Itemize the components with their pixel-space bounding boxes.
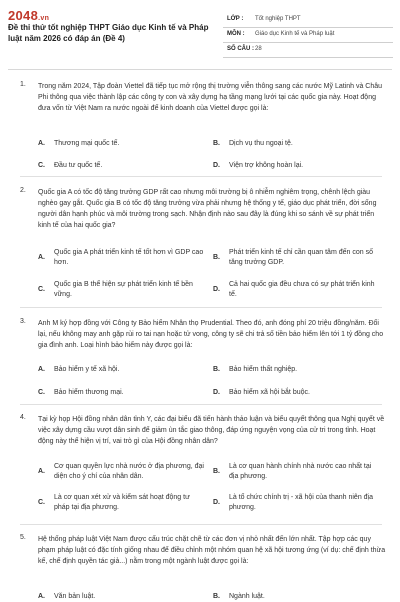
question-text: Quốc gia A có tốc độ tăng trưởng GDP rất cao nhưng môi trường bị ô nhiễm nghiêm trọng, chênh lệch giàu nghèo gay gắt. Quốc gia B có tốc độ tăng trưởng vừa phải nhưng hệ thống y tế, giáo dục phát triển, đời sống người dân hạnh phúc và môi trường trong sạch. Nhận định nào sau đây là đúng khi so sánh về sự phát triển kinh tế của hai quốc gia? (38, 189, 377, 229)
header-divider (8, 69, 392, 70)
document-page: 2048.vn Đề thi thử tốt nghiệp THPT Giáo dục Kinh tế và Pháp luật năm 2026 có đáp án (Đề 4) LỚP : Tốt nghiệp THPT MÔN : Giáo dục Kinh tế và Pháp luật SỐ CÂU : 28 1. Trong năm 2024, Tập đoàn Viettel đã tiếp tục mở rộng thị trường viễn thông sang các nước Mỹ Latinh và Châu Phi thông qua việc thành lập các công ty con và xây dựng hạ tầng mạng lưới tại các quốc gia này. Hoạt động đưa vốn từ Việt Nam ra nước ngoài để kinh doanh của Viettel được gọi là: A. Thương mại quốc tế. B. Dịch vụ thu ngoại tệ. C. Đầu tư quốc tế. D. Viện trợ không hoàn lại. 2. Quốc gia A có tốc độ tăng trưởng GDP rất cao nhưng môi trường bị ô nhiễm nghiêm trọng, chênh lệch giàu nghèo gay gắt. Quốc gia B có tốc độ tăng trưởng vừa phải nhưng hệ thống y tế, giáo dục phát triển, đời sống người dân hạnh phúc và môi trường trong sạch. Nhận định nào sau đây là đúng khi so sánh về sự phát triển kinh tế của hai quốc gia? A. Quốc gia A phát triển kinh tế tốt hơn vì GDP cao hơn. B. Phát triển kinh tế chỉ cần quan tâm đến con số tăng trưởng GDP. C. Quốc gia B thể hiện sự phát triển kinh tế bền vững. D. Cả hai quốc gia đều chưa có sự phát triển kinh tế. 3. Anh M ký hợp đồng với Công ty Bảo hiểm Nhân thọ Prudential. Theo đó, anh đóng phí 20 triệu đồng/năm. Đổi lại, nếu không may anh gặp rủi ro tai nạn hoặc tử vong, công ty sẽ chi trả số tiền bảo hiểm lên tới 1 tỷ đồng cho gia đình anh. Loại hình bảo hiểm này được gọi là: A. Bảo hiểm y tế xã hội. B. Bảo hiểm thất nghiệp. C. Bảo hiểm thương mại. D. Bảo hiểm xã hội bắt buộc. 4. Tại kỳ họp Hội đồng nhân dân tỉnh Y, các đại biểu đã tiến hành thảo luận và biểu quyết thông qua Nghị quyết về việc xây dựng cầu vượt dân sinh để giảm ùn tắc giao thông, đáp ứng nguyện vọng của cử tri trong tỉnh. Hoạt động này thể hiện vị trí, vai trò gì của Hội đồng nhân dân? A. Cơ quan quyền lực nhà nước ở địa phương, đại diện cho ý chí của nhân dân. B. Là cơ quan hành chính nhà nước cao nhất tại địa phương. C. Là cơ quan xét xử và kiểm sát hoạt động tư pháp tại địa phương. D. Là tổ chức chính trị - xã hội của thanh niên địa phương. 5. Hệ thống pháp luật Việt Nam được cấu trúc chặt chẽ từ các đơn vị nhỏ nhất đến lớn nhất. Tập hợp các quy phạm pháp luật có đặc tính giống nhau để điều chỉnh một nhóm quan hệ xã hội tương ứng (ví dụ: chế định thừa kế, chế định quyền tác giả...) nằm trong một ngành luật được gọi là: A. Văn bản luật. B. Ngành luật. (0, 0, 400, 600)
meta-table (223, 13, 393, 58)
question-number: 5. (20, 534, 26, 541)
question-divider (20, 404, 382, 405)
question-text: Hệ thống pháp luật Việt Nam được cấu trúc chặt chẽ từ các đơn vị nhỏ nhất đến lớn nhất. Tập hợp các quy phạm pháp luật có đặc tính giống nhau để điều chỉnh một nhóm quan hệ xã hội tương ứng (ví dụ: chế định thừa kế, chế định quyền tác giả...) nằm trong một ngành luật được gọi là: (38, 536, 386, 565)
question-divider (20, 307, 382, 308)
meta-key: MÔN : (227, 31, 245, 37)
meta-value: 28 (255, 46, 262, 52)
meta-row-count (223, 43, 393, 58)
question-text: Trong năm 2024, Tập đoàn Viettel đã tiếp tục mở rộng thị trường viễn thông sang các nước Mỹ Latinh và Châu Phi thông qua việc thành lập các công ty con và xây dựng hạ tầng mạng lưới tại các quốc gia này. Hoạt động đưa vốn từ Việt Nam ra nước ngoài để kinh doanh của Viettel được gọi là: (38, 83, 383, 112)
question-divider (20, 524, 382, 525)
meta-key: LỚP : (227, 16, 244, 22)
question-number: 3. (20, 318, 26, 325)
question-number: 2. (20, 187, 26, 194)
document-title: Đề thi thử tốt nghiệp THPT Giáo dục Kinh tế và Pháp luật năm 2026 có đáp án (Đề 4) (8, 23, 209, 43)
meta-row-class (223, 13, 393, 28)
meta-value: Giáo dục Kinh tế và Pháp luật (255, 31, 335, 37)
document-header (0, 0, 400, 64)
question-number: 1. (20, 81, 26, 88)
question-text: Tại kỳ họp Hội đồng nhân dân tỉnh Y, các đại biểu đã tiến hành thảo luận và biểu quyết thông qua Nghị quyết về việc xây dựng cầu vượt dân sinh để giảm ùn tắc giao thông, đáp ứng nguyện vọng của cử tri trong tỉnh. Hoạt động này thể hiện vị trí, vai trò gì của Hội đồng nhân dân? (38, 416, 385, 445)
question-number: 4. (20, 414, 26, 421)
question-divider (20, 176, 382, 177)
site-logo[interactable]: 2048.vn (8, 8, 50, 23)
question-text: Anh M ký hợp đồng với Công ty Bảo hiểm Nhân thọ Prudential. Theo đó, anh đóng phí 20 triệu đồng/năm. Đổi lại, nếu không may anh gặp rủi ro tai nạn hoặc tử vong, công ty sẽ chi trả số tiền bảo hiểm lên tới 1 tỷ đồng cho gia đình anh. Loại hình bảo hiểm này được gọi là: (38, 320, 384, 349)
meta-value: Tốt nghiệp THPT (255, 16, 301, 22)
meta-key: SỐ CÂU : (227, 46, 254, 52)
meta-row-subject (223, 28, 393, 43)
